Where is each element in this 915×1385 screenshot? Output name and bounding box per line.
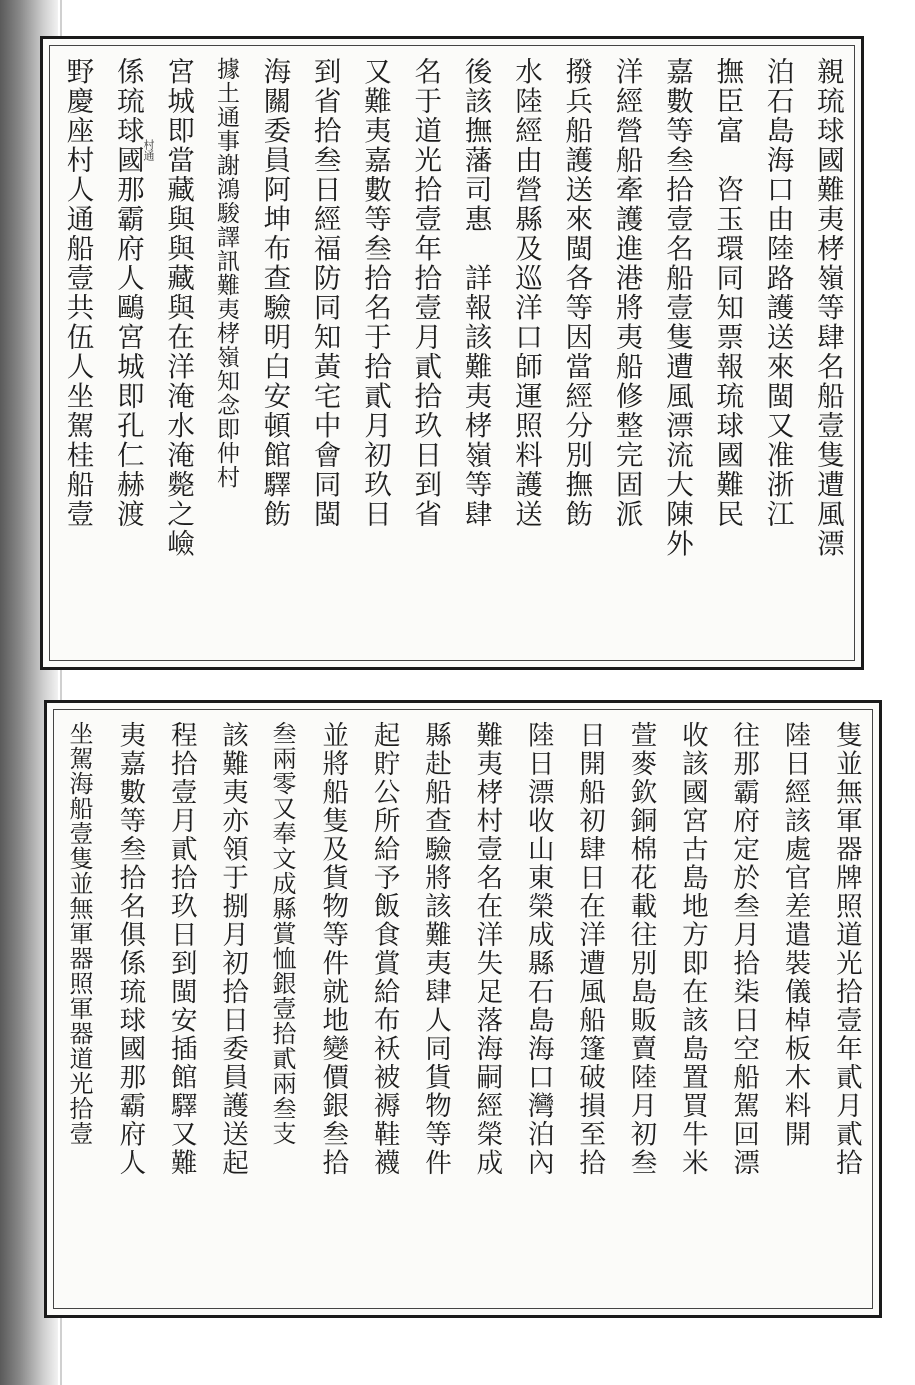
text-column: 洋經營船牽護進港將夷船修整完固派: [610, 57, 643, 529]
text-column: 據土通事謝鴻駿譯訊難夷𣑥嶺知念即仲村: [212, 57, 239, 489]
lower-document-panel: [44, 700, 882, 1318]
text-column: 該難夷亦領于捌月初拾日委員護送起: [217, 721, 249, 1177]
text-column: 陸日經該處官差遣裝儀棹板木料開: [779, 721, 811, 1149]
text-column: 收該國宮古島地方即在該島置買牛米: [676, 721, 708, 1177]
text-column: 起貯公所給予飯食賞給布袄被褥鞋襪: [368, 721, 400, 1177]
interlinear-note: 村通: [142, 139, 155, 161]
lower-text-columns: [65, 721, 862, 1297]
upper-document-panel: [40, 36, 864, 670]
text-column: 叁兩零又奉文成縣賞恤銀壹拾貳兩叁支: [267, 721, 296, 1146]
text-column: 萱麥欽銅棉花載往別島販賣陸月初叁: [625, 721, 657, 1177]
text-column: 野慶座村人通船壹共伍人坐駕桂船壹: [61, 57, 94, 529]
text-column: 陸日漂收山東榮成縣石島海口灣泊內: [522, 721, 554, 1177]
text-column: 程拾壹月貳拾玖日到閩安插館驛又難: [165, 721, 197, 1177]
text-column: 又難夷嘉數等叁拾名于拾貳月初玖日: [358, 57, 391, 529]
text-column: 到省拾叁日經福防同知黃宅中會同閩: [308, 57, 341, 529]
text-column: 夷嘉數等叁拾名俱係琉球國那霸府人: [114, 721, 146, 1177]
text-column: 後該撫藩司惠 詳報該難夷𣑥嶺等肆: [459, 57, 492, 529]
text-column: 海關委員阿坤布查驗明白安頓館驛飭: [258, 57, 291, 529]
text-column: 水陸經由營縣及巡洋口師運照料護送: [509, 57, 542, 529]
text-column: 難夷𣑥村壹名在洋失足落海嗣經榮成: [471, 721, 503, 1177]
text-column: 隻並無軍器牌照道光拾壹年貳月貳拾: [830, 721, 862, 1177]
text-column: 泊石島海口由陸路護送來閩又准浙江: [761, 57, 794, 529]
text-column: 撫臣富 咨玉環同知票報琉球國難民: [711, 57, 744, 529]
text-column: 係琉球國那霸府人鷗宮城即孔仁赫渡: [111, 57, 144, 529]
text-column: 嘉數等叁拾壹名船壹隻遭風漂流大陳外: [660, 57, 693, 559]
text-column: 日開船初肆日在洋遭風船篷破損至拾: [574, 721, 606, 1177]
text-column: 縣赴船查驗將該難夷肆人同貨物等件: [420, 721, 452, 1177]
text-column: 親琉球國難夷𣑥嶺等肆名船壹隻遭風漂: [811, 57, 844, 559]
text-column: 名于道光拾壹年拾壹月貳拾玖日到省: [409, 57, 442, 529]
text-column: 宮城即當藏與與藏與在洋淹水淹斃之嶮: [162, 57, 195, 559]
text-column: 坐駕海船壹隻並無軍器照軍器道光拾壹: [65, 721, 93, 1146]
text-column: 撥兵船護送來閩各等因當經分別撫飭: [560, 57, 593, 529]
text-column: 並將船隻及貨物等件就地變價銀叁拾: [317, 721, 349, 1177]
text-column: 往那霸府定於叁月拾柒日空船駕回漂: [728, 721, 760, 1177]
upper-text-columns: [61, 57, 844, 649]
